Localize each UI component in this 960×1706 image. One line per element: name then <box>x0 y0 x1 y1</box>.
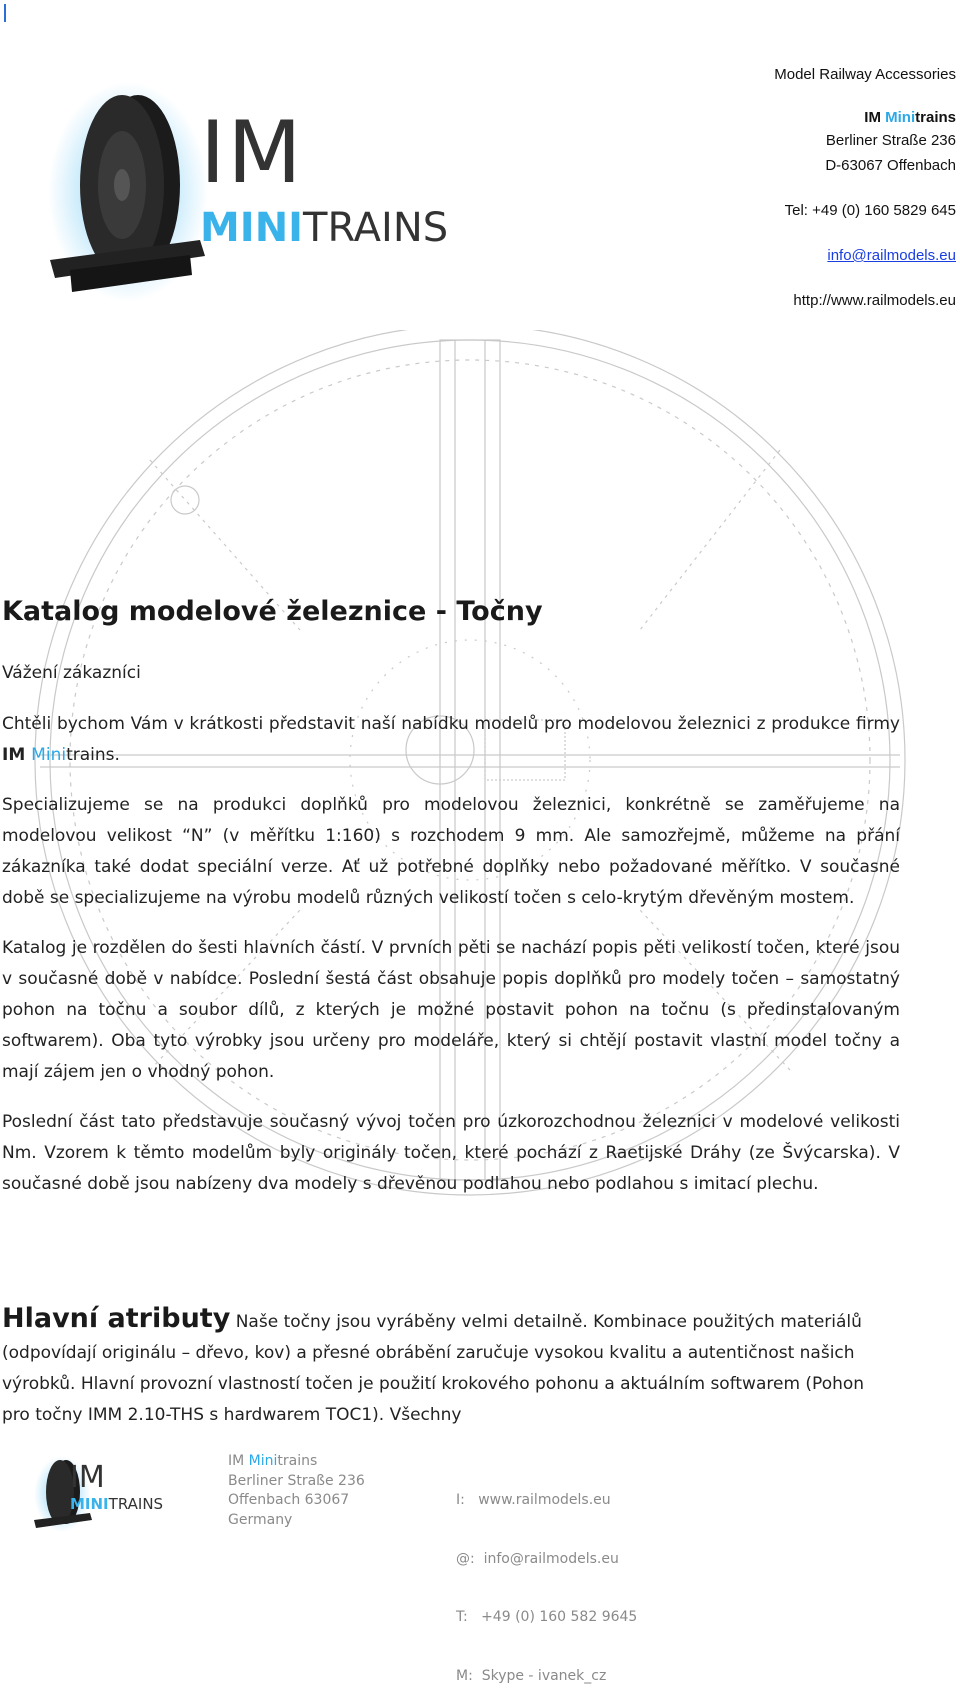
attributes-paragraph <box>2 1303 892 1431</box>
narrow-gauge-paragraph: Poslední část tato představuje současný vývoj točen pro úzkorozchodnou železnici v modelové velikosti Nm. Vzorem k těmto modelům byly originály točen, které pochází z Raetijské Dráhy (ze Švýcarska). V současné době jsou nabízeny dva modely s dřevěnou podlahou nebo podlahou s imitací plechu. <box>2 1112 900 1194</box>
footer-company-im: IM <box>228 1453 249 1469</box>
email-link[interactable]: info@railmodels.eu <box>827 247 956 264</box>
intro-paragraph <box>2 709 900 771</box>
footer-web: I: www.railmodels.eu <box>456 1492 611 1508</box>
footer-logo-minitrains <box>70 1495 163 1513</box>
footer-street: Berliner Straße 236 <box>228 1472 365 1489</box>
footer-company-trains: trains <box>277 1453 318 1469</box>
company-city: D-63067 Offenbach <box>825 157 956 174</box>
attributes-heading: Hlavní atributy <box>2 1303 231 1334</box>
text-cursor <box>4 4 6 22</box>
footer-country: Germany <box>228 1511 293 1528</box>
company-email-line <box>827 247 956 264</box>
footer-company-mini: Mini <box>248 1453 278 1469</box>
company-name <box>864 109 956 126</box>
company-phone: Tel: +49 (0) 160 5829 645 <box>784 202 956 219</box>
footer-logo-trains: TRAINS <box>108 1495 164 1513</box>
intro-brand-im: IM <box>2 745 32 765</box>
footer-skype: M: Skype - ivanek_cz <box>456 1667 607 1684</box>
company-name-mini: Mini <box>885 109 916 126</box>
company-name-im: IM <box>864 109 886 126</box>
intro-text: Chtěli bychom Vám v krátkosti představit naší nabídku modelů pro modelovou železnici z produkce firmy <box>2 714 900 734</box>
footer-city: Offenbach 63067 <box>228 1492 350 1508</box>
logo-text-mini: MINI <box>200 205 304 251</box>
company-web: http://www.railmodels.eu <box>793 292 956 309</box>
footer-contacts <box>456 1452 637 1706</box>
greeting: Vážení zákazníci <box>2 663 141 683</box>
footer-logo-mini: MINI <box>70 1495 109 1513</box>
footer-phone: T: +49 (0) 160 582 9645 <box>456 1609 638 1625</box>
intro-brand-mini: Mini <box>31 745 67 765</box>
logo-text-minitrains <box>200 205 449 251</box>
logo-text-trains: TRAINS <box>303 205 449 251</box>
footer-address <box>228 1452 365 1530</box>
footer-logo-im: IM <box>70 1460 105 1495</box>
intro-brand-trains: trains. <box>66 745 120 765</box>
attributes-text: Naše točny jsou vyráběny velmi detailně. Kombinace použitých materiálů (odpovídají originálu – dřevo, kov) a přesné obrábění zaručuje vysokou kvalitu a autentičnost našich výrobků. Hlavní provozní vlastností točen je použití krokového pohonu a aktuálním softwarem (Pohon pro točny IMM 2.10-THS s hardwarem TOC1). Všechny <box>2 1312 865 1425</box>
specialization-paragraph: Specializujeme se na produkci doplňků pro modelovou železnici, konkrétně se zaměřujeme na modelovou velikost “N” (v měřítku 1:160) s rozchodem 9 mm. Ale samozřejmě, můžeme na přání zákazníka také dodat speciální verze. Ať už potřebné doplňky nebo požadované měřítko. V současné době se specializujeme na výrobu modelů různých velikostí točen s celo-krytým dřevěným mostem. <box>2 795 900 908</box>
catalog-structure-paragraph: Katalog je rozdělen do šesti hlavních částí. V prvních pěti se nachází popis pěti velikostí točen, které jsou v současné době v nabídce. Poslední šestá část obsahuje popis doplňků pro modely točen – samostatný pohon na točnu a soubor dílů, z kterých je možné postavit pohon na točnu (s předinstalovaným softwarem). Oba tyto výrobky jsou určeny pro modeláře, který si chtějí postavit vlastní model točny a mají zájem jen o vhodný pohon. <box>2 938 900 1082</box>
company-street: Berliner Straße 236 <box>825 132 956 149</box>
footer-email: @: info@railmodels.eu <box>456 1550 619 1567</box>
company-tagline: Model Railway Accessories <box>774 66 956 83</box>
page-title: Katalog modelové železnice - Točny <box>2 596 543 627</box>
footer-company <box>228 1452 365 1472</box>
company-name-trains: trains <box>915 109 956 126</box>
logo-text-im: IM <box>200 103 304 203</box>
